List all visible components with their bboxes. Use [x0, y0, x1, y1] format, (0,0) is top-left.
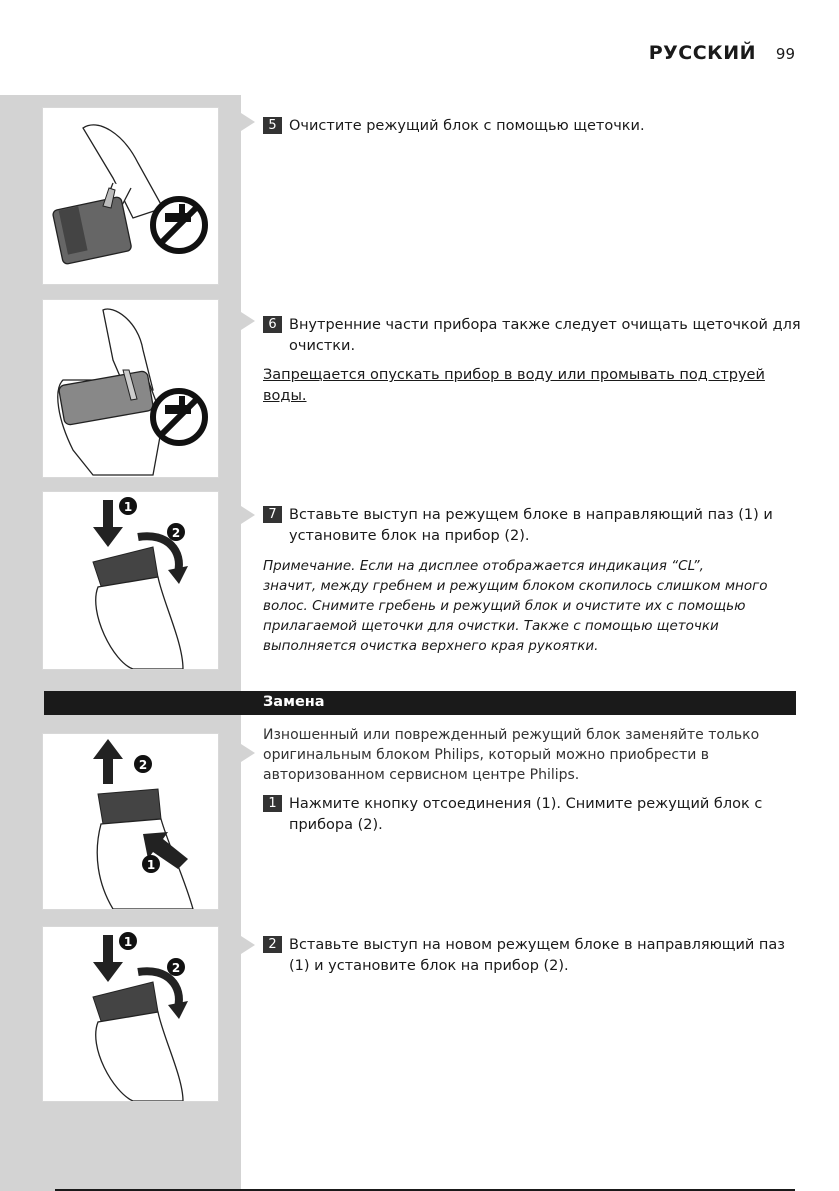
- step-text-line1: Нажмите кнопку отсоединения (1). Снимите режущий блок с: [289, 796, 763, 812]
- step-6: [263, 315, 803, 357]
- step-number: 6: [263, 316, 282, 333]
- step-text-line1: Вставьте выступ на новом режущем блоке в направляющий паз: [289, 937, 785, 953]
- warning-line1: Запрещается опускать прибор в воду или промывать под струей: [263, 367, 765, 383]
- warning-line2: воды.: [263, 388, 307, 404]
- figure-attach-new-cutting-unit: [42, 926, 219, 1102]
- page-number: 99: [775, 45, 795, 63]
- step-text-line2: прибора (2).: [289, 817, 383, 833]
- step-text-line1: Вставьте выступ на режущем блоке в направляющий паз (1) и: [289, 507, 773, 523]
- note-line: волос. Снимите гребень и режущий блок и очистите их с помощью: [263, 598, 746, 614]
- pointer-tab: [241, 936, 255, 954]
- intro-line: авторизованном сервисном центре Philips.: [263, 767, 580, 783]
- replace-step-2: [263, 935, 803, 977]
- note-line: значит, между гребнем и режущим блоком скопилось слишком много: [263, 578, 768, 594]
- note-line: Примечание. Если на дисплее отображается индикация “CL”,: [263, 558, 704, 574]
- step-text-line2: очистки.: [289, 338, 356, 354]
- intro-line: оригинальным блоком Philips, который можно приобрести в: [263, 747, 710, 763]
- step-text-line2: (1) и установите блок на прибор (2).: [289, 958, 569, 974]
- marker-1: 1: [123, 935, 133, 949]
- pointer-tab: [241, 744, 255, 762]
- warning-text: [263, 365, 768, 407]
- replace-step-1: [263, 794, 803, 836]
- marker-2: 2: [171, 526, 181, 540]
- figure-attach-cutting-unit: [42, 491, 219, 670]
- step-text-line2: установите блок на прибор (2).: [289, 528, 530, 544]
- section-header-bar: [44, 691, 796, 715]
- intro-line: Изношенный или поврежденный режущий блок заменяйте только: [263, 727, 760, 743]
- step-number: 2: [263, 936, 282, 953]
- figure-brush-appliance-inside: [42, 299, 219, 478]
- note: [263, 556, 803, 656]
- step-number: 5: [263, 117, 282, 134]
- note-line: выполняется очистка верхнего края рукоятки.: [263, 638, 599, 654]
- marker-1: 1: [123, 500, 133, 514]
- replace-intro: [263, 725, 783, 785]
- step-text: Очистите режущий блок с помощью щеточки.: [289, 118, 645, 134]
- step-5: [263, 116, 803, 137]
- figure-remove-cutting-unit: [42, 733, 219, 910]
- marker-1: 1: [146, 858, 156, 872]
- step-number: 7: [263, 506, 282, 523]
- pointer-tab: [241, 506, 255, 524]
- language-header: РУССКИЙ: [648, 42, 756, 64]
- note-line: прилагаемой щеточки для очистки. Также с помощью щеточки: [263, 618, 719, 634]
- step-7: [263, 505, 803, 547]
- step-text-line1: Внутренние части прибора также следует очищать щеточкой для: [289, 317, 801, 333]
- marker-2: 2: [171, 961, 181, 975]
- pointer-tab: [241, 113, 255, 131]
- marker-2: 2: [138, 758, 148, 772]
- pointer-tab: [241, 312, 255, 330]
- section-title: Замена: [263, 694, 325, 710]
- step-number: 1: [263, 795, 282, 812]
- figure-brush-cutting-unit: [42, 107, 219, 285]
